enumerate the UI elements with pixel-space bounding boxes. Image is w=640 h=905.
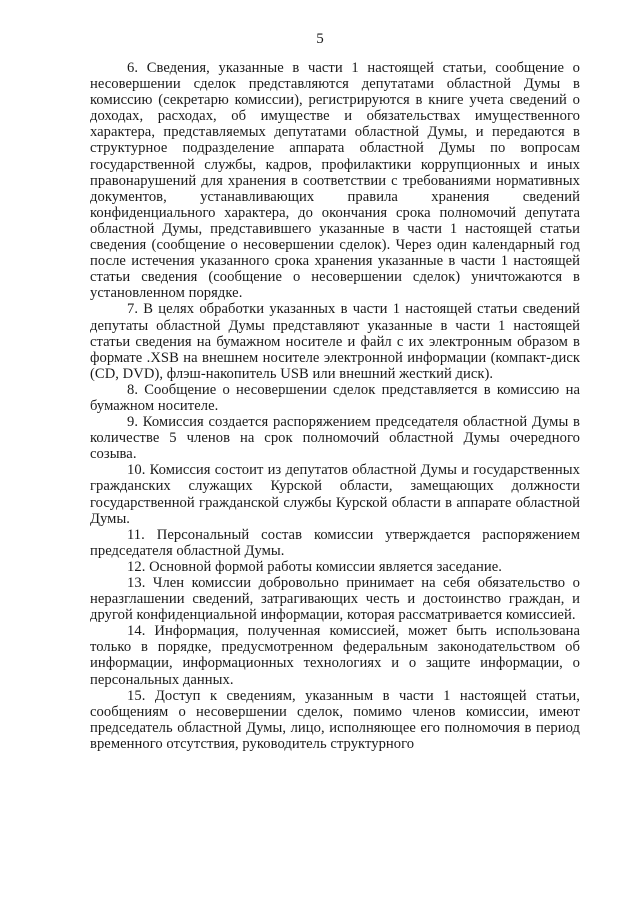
page-number: 5 [316,31,324,47]
document-body [90,60,580,752]
paragraph-9: 9. Комиссия создается распоряжением председателя областной Думы в количестве 5 членов на срок полномочий областной Думы очередного созыва. [90,414,580,463]
paragraph-15: 15. Доступ к сведениям, указанным в части 1 настоящей статьи, сообщениям о несовершении сделок, помимо членов комиссии, имеют председатель областной Думы, лицо, исполняющее его полномочия в период временного отсутствия, руководитель структурного [90,687,580,752]
paragraph-13: 13. Член комиссии добровольно принимает на себя обязательство о неразглашении сведений, затрагивающих честь и достоинство граждан, и другой конфиденциальной информации, которая рассматривается комиссией. [90,575,580,624]
paragraph-6: 6. Сведения, указанные в части 1 настоящей статьи, сообщение о несовершении сделок представляются депутатами областной Думы в комиссию (секретарю комиссии), регистрируются в книге учета сведений о доходах, расходах, об имуществе и обязательствах имущественного характера, представляемых депутатами областной Думы, и передаются в структурное подразделение аппарата областной Думы по вопросам государственной службы, кадров, профилактики коррупционных и иных правонарушений для хранения в соответствии с требованиями нормативных документов, устанавливающих правила хранения сведений конфиденциального характера, до окончания срока полномочий депутата областной Думы, представившего указанные в части 1 настоящей статьи сведения (сообщение о несовершении сделок). Через один календарный год после истечения указанного срока хранения указанные в части 1 настоящей статьи сведения (сообщение о несовершении сделок) уничтожаются в установленном порядке. [90,60,580,302]
paragraph-7: 7. В целях обработки указанных в части 1 настоящей статьи сведений депутаты областной Думы представляют указанные в части 1 настоящей статьи сведения на бумажном носителе и файл с их электронным образом в формате .XSB на внешнем носителе электронной информации (компакт-диск (CD, DVD), флэш-накопитель USB или внешний жесткий диск). [90,301,580,382]
paragraph-12: 12. Основной формой работы комиссии является заседание. [127,558,502,575]
paragraph-14: 14. Информация, полученная комиссией, может быть использована только в порядке, предусмотренном федеральным законодательством об информации, информационных технологиях и о защите информации, о персональных данных. [90,623,580,688]
paragraph-8: 8. Сообщение о несовершении сделок представляется в комиссию на бумажном носителе. [90,381,580,414]
paragraph-11: 11. Персональный состав комиссии утверждается распоряжением председателя областной Думы. [90,526,580,559]
paragraph-10: 10. Комиссия состоит из депутатов областной Думы и государственных гражданских служащих Курской области, замещающих должности государственной гражданской службы Курской области в аппарате областной Думы. [90,462,580,527]
